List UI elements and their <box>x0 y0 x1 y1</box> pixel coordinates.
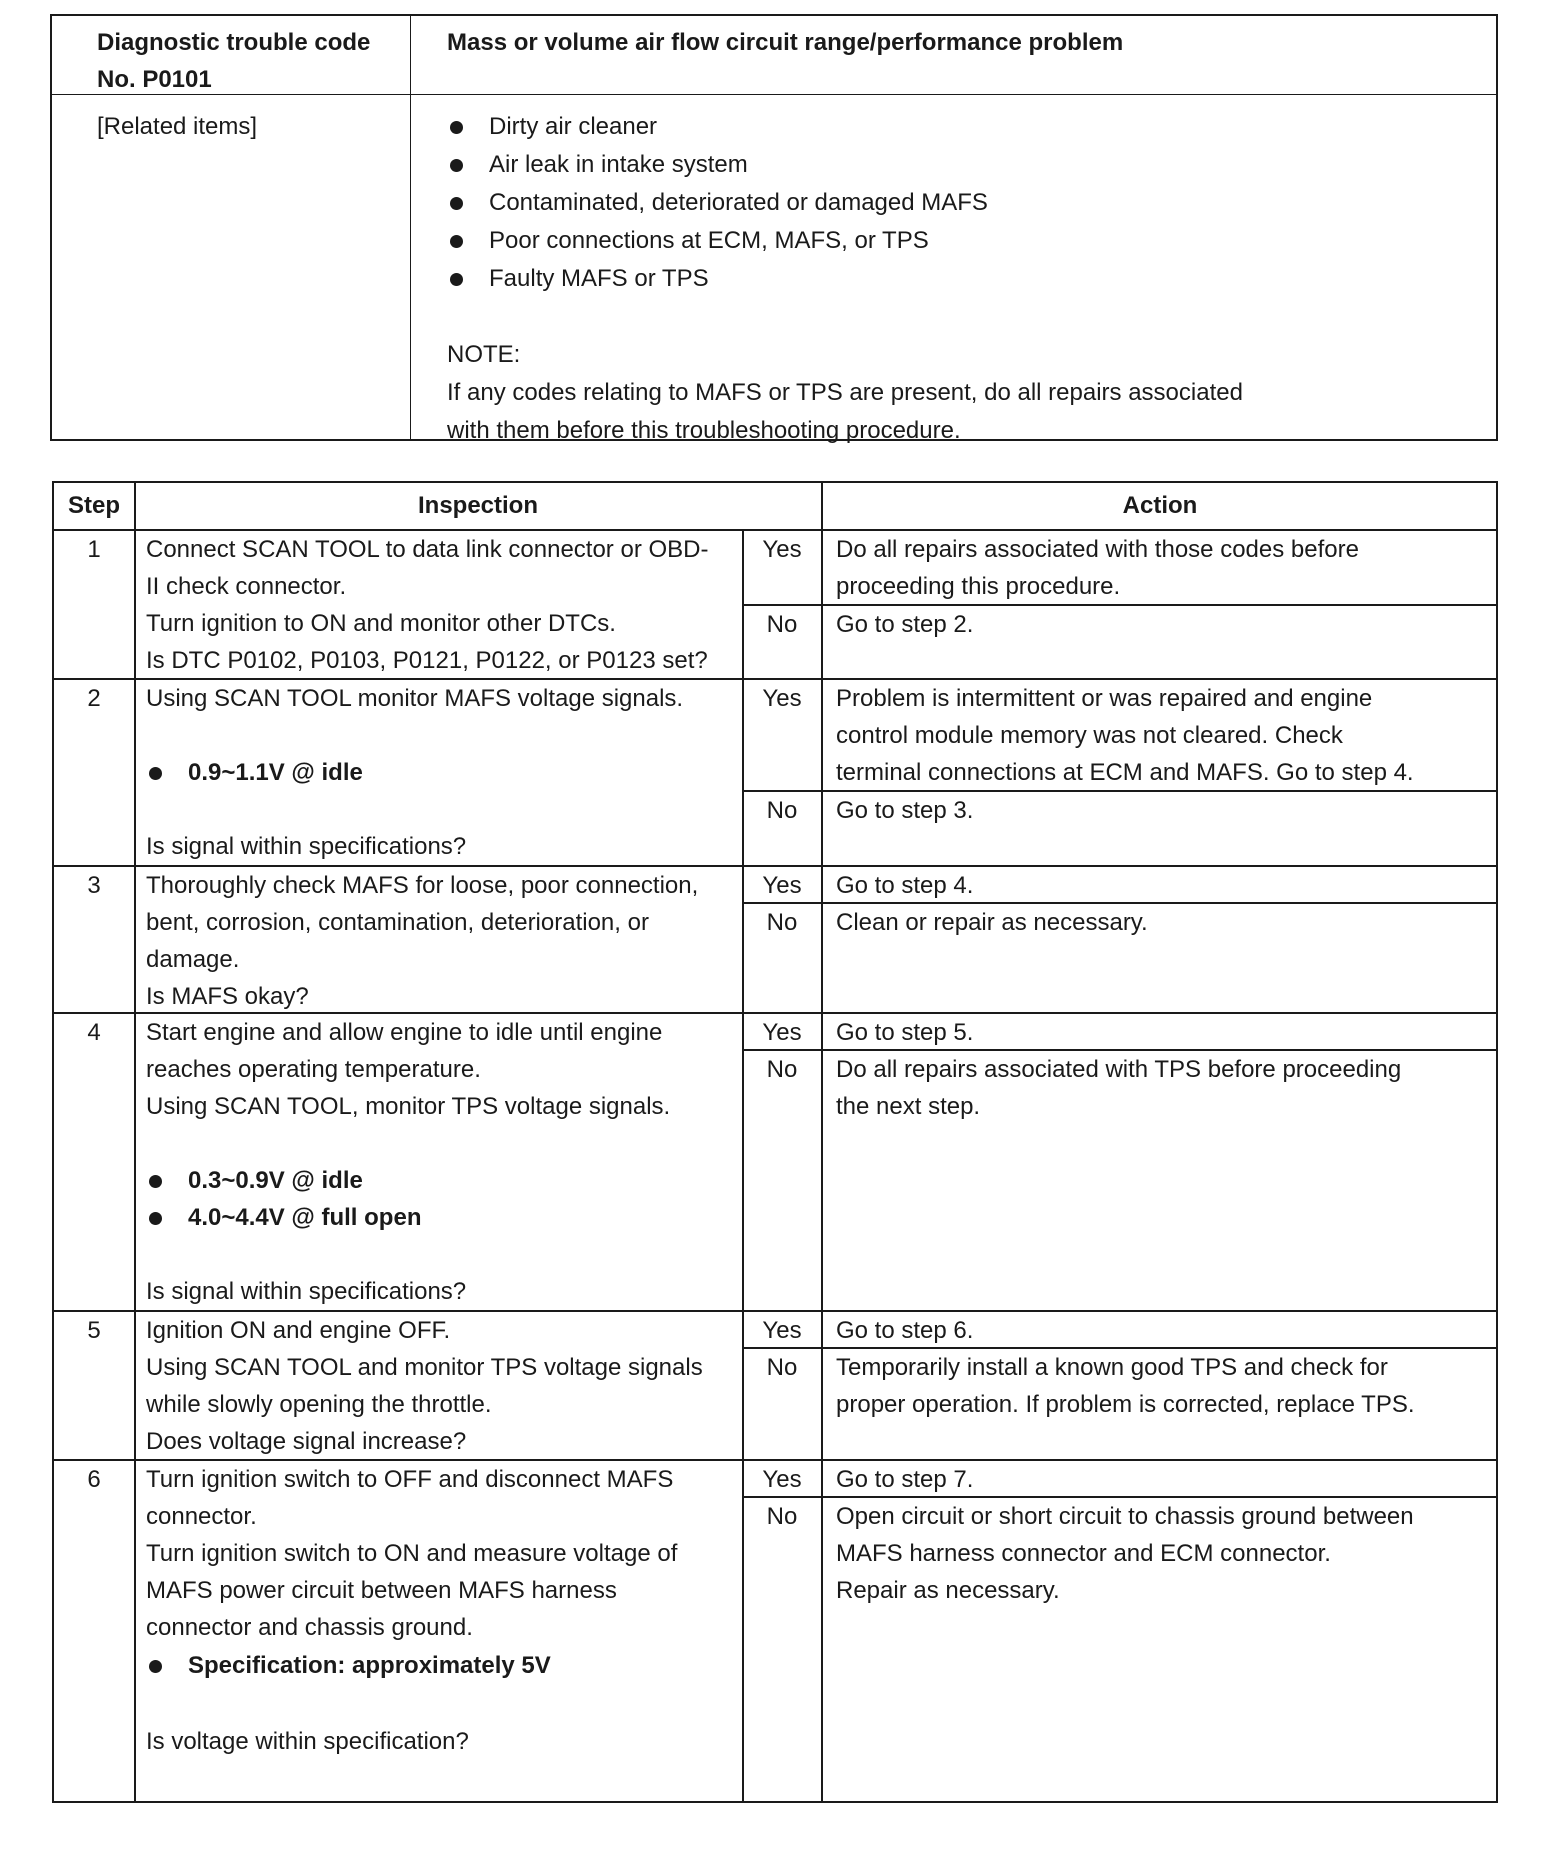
inspection-question: Is voltage within specification? <box>146 1728 469 1755</box>
yes-label: Yes <box>762 872 802 899</box>
yes-action: Go to step 4. <box>836 872 974 899</box>
bullet-icon <box>450 121 463 134</box>
bullet-icon <box>149 1175 162 1188</box>
list-item: Air leak in intake system <box>447 146 988 184</box>
spec-item: 4.0~4.4V @ full open <box>146 1199 421 1236</box>
no-action: Go to step 2. <box>836 611 974 638</box>
yes-label: Yes <box>762 1466 802 1493</box>
list-item: Faulty MAFS or TPS <box>447 260 988 298</box>
bullet-icon <box>149 767 162 780</box>
no-action: Clean or repair as necessary. <box>836 909 1148 936</box>
inspection-text: Thoroughly check MAFS for loose, poor connection, bent, corrosion, contamination, deterioration, or damage. Is MAFS okay? <box>146 872 699 1010</box>
yes-action: Go to step 5. <box>836 1019 974 1046</box>
header-step: Step <box>67 492 120 519</box>
related-items-label: [Related items] <box>97 113 258 140</box>
dtc-code-label: Diagnostic trouble code No. P0101 <box>97 29 371 93</box>
step-number: 3 <box>87 872 101 899</box>
bullet-icon <box>450 273 463 286</box>
step-number: 5 <box>87 1317 101 1344</box>
yes-label: Yes <box>762 536 802 563</box>
inspection-text: Start engine and allow engine to idle until engine reaches operating temperature. Using SCAN TOOL, monitor TPS voltage signals. <box>146 1019 671 1120</box>
inspection-text: Connect SCAN TOOL to data link connector or OBD- II check connector. Turn ignition to ON and monitor other DTCs. Is DTC P0102, P0103, P0121, P0122, or P0123 set? <box>146 536 709 674</box>
step-number: 6 <box>87 1466 101 1493</box>
note <box>447 336 1243 450</box>
inspection-question: Is signal within specifications? <box>146 1278 467 1305</box>
note-text: If any codes relating to MAFS or TPS are present, do all repairs associated <box>447 379 1243 406</box>
no-label: No <box>766 909 798 936</box>
bullet-icon <box>149 1212 162 1225</box>
inspection-text: Using SCAN TOOL monitor MAFS voltage signals. <box>146 685 684 712</box>
no-label: No <box>766 1503 798 1530</box>
inspection-text: Ignition ON and engine OFF. Using SCAN TOOL and monitor TPS voltage signals while slowly opening the throttle. Does voltage signal increase? <box>146 1317 703 1455</box>
list-item: Contaminated, deteriorated or damaged MAFS <box>447 184 988 222</box>
list-item: Poor connections at ECM, MAFS, or TPS <box>447 222 988 260</box>
procedure-table <box>52 481 1498 1803</box>
list-item: Dirty air cleaner <box>447 108 988 146</box>
step-number: 1 <box>87 536 101 563</box>
column-divider <box>134 483 136 1803</box>
yes-action: Do all repairs associated with those codes before proceeding this procedure. <box>836 536 1359 600</box>
yes-label: Yes <box>762 685 802 712</box>
inspection-text: Turn ignition switch to OFF and disconnect MAFS connector. Turn ignition switch to ON and measure voltage of MAFS power circuit between MAFS harness connector and chassis ground. <box>146 1466 678 1641</box>
spec-item: Specification: approximately 5V <box>146 1647 551 1684</box>
step-number: 2 <box>87 685 101 712</box>
no-action: Temporarily install a known good TPS and check for proper operation. If problem is corrected, replace TPS. <box>836 1354 1415 1418</box>
no-action: Go to step 3. <box>836 797 974 824</box>
spec-item: 0.9~1.1V @ idle <box>146 754 363 791</box>
spec-item: 0.3~0.9V @ idle <box>146 1162 363 1199</box>
bullet-icon <box>450 197 463 210</box>
column-divider <box>742 529 744 1803</box>
header-action: Action <box>1122 492 1198 519</box>
dtc-info-box <box>50 14 1498 444</box>
yes-label: Yes <box>762 1317 802 1344</box>
no-label: No <box>766 1354 798 1381</box>
no-action: Do all repairs associated with TPS before proceeding the next step. <box>836 1056 1402 1120</box>
yes-action: Problem is intermittent or was repaired and engine control module memory was not cleared. Check terminal connections at ECM and MAFS. Go to step 4. <box>836 685 1414 786</box>
step-number: 4 <box>87 1019 101 1046</box>
yes-action: Go to step 6. <box>836 1317 974 1344</box>
divider <box>410 16 411 439</box>
bullet-icon <box>149 1660 162 1673</box>
inspection-question: Is signal within specifications? <box>146 833 467 860</box>
bullet-icon <box>450 235 463 248</box>
no-label: No <box>766 611 798 638</box>
note-text: with them before this troubleshooting procedure. <box>447 417 961 444</box>
dtc-title: Mass or volume air flow circuit range/performance problem <box>447 29 1124 56</box>
note-label: NOTE: <box>447 341 521 368</box>
yes-label: Yes <box>762 1019 802 1046</box>
no-label: No <box>766 797 798 824</box>
no-action: Open circuit or short circuit to chassis ground between MAFS harness connector and ECM connector. Repair as necessary. <box>836 1503 1414 1604</box>
column-divider <box>821 483 823 1803</box>
no-label: No <box>766 1056 798 1083</box>
bullet-icon <box>450 159 463 172</box>
yes-action: Go to step 7. <box>836 1466 974 1493</box>
header-inspection: Inspection <box>417 492 538 519</box>
related-items-list <box>447 108 988 298</box>
